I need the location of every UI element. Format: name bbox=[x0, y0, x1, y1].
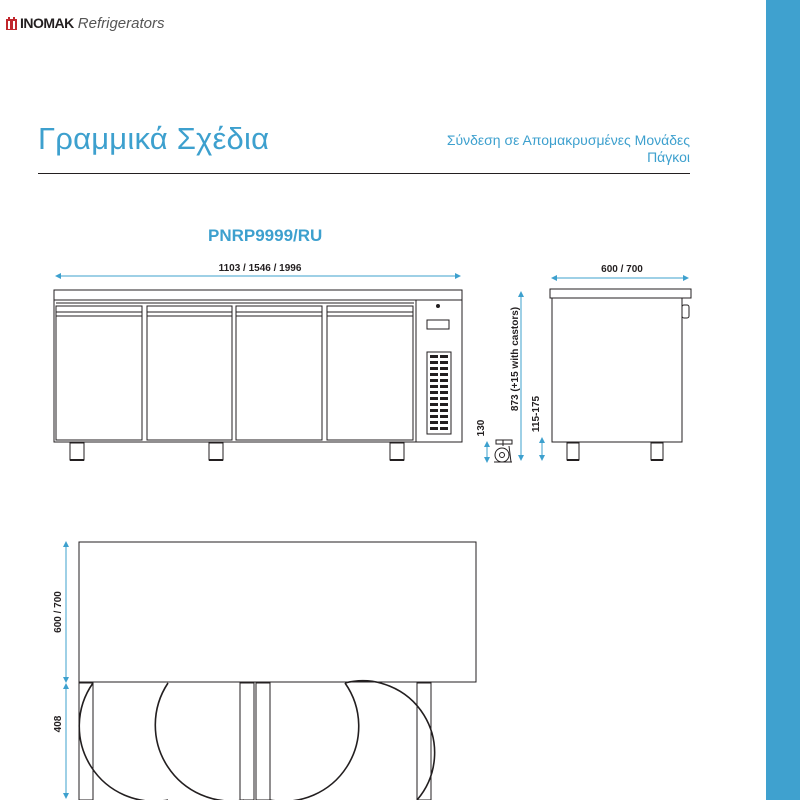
cabinet-body bbox=[54, 300, 416, 442]
leg-3 bbox=[390, 443, 404, 460]
grille-slot bbox=[430, 355, 438, 358]
model-name: PNRP9999/RU bbox=[208, 226, 323, 245]
grille-slot bbox=[440, 385, 448, 388]
ventilation-grille bbox=[430, 355, 448, 430]
grille-slot bbox=[430, 415, 438, 418]
grille-slot bbox=[430, 397, 438, 400]
side-handle bbox=[682, 305, 689, 318]
brand-tagline: Refrigerators bbox=[77, 14, 165, 32]
grille-slot bbox=[440, 361, 448, 364]
door-3-swing bbox=[270, 683, 359, 800]
plan-door-3 bbox=[256, 683, 270, 800]
grille-slot bbox=[440, 421, 448, 424]
door-swing-dimension-label: 408 bbox=[53, 715, 64, 733]
grille-slot bbox=[430, 367, 438, 370]
page-title: Γραμμικά Σχέδια bbox=[38, 121, 270, 156]
grille-slot bbox=[430, 409, 438, 412]
subtitle-line-2: Πάγκοι bbox=[647, 149, 690, 165]
grille-slot bbox=[430, 427, 438, 430]
grille-slot bbox=[440, 427, 448, 430]
grille-slot bbox=[440, 403, 448, 406]
subtitle-line-1: Σύνδεση σε Απομακρυσμένες Μονάδες bbox=[446, 132, 690, 148]
grille-slot bbox=[430, 385, 438, 388]
grille-slot bbox=[440, 373, 448, 376]
grille-slot bbox=[440, 409, 448, 412]
grille-slot bbox=[440, 391, 448, 394]
height-dimension-label: 873 (+15 with castors) bbox=[510, 306, 521, 412]
plan-outline bbox=[79, 542, 476, 682]
worktop bbox=[54, 290, 462, 300]
door-1 bbox=[56, 306, 142, 440]
grille-slot bbox=[430, 373, 438, 376]
control-panel bbox=[416, 300, 462, 442]
leg-dimension-label: 115-175 bbox=[531, 395, 542, 433]
door-4 bbox=[327, 306, 413, 440]
plan-view bbox=[79, 542, 476, 800]
width-dimension-label: 1103 / 1546 / 1996 bbox=[218, 263, 302, 274]
grille-slot bbox=[430, 379, 438, 382]
castor-detail bbox=[494, 440, 512, 462]
brand-name: INOMAK bbox=[20, 15, 74, 31]
grille-slot bbox=[440, 367, 448, 370]
grille-slot bbox=[430, 421, 438, 424]
door-4-swing bbox=[345, 681, 435, 800]
plan-depth-dimension-label: 600 / 700 bbox=[53, 591, 64, 633]
leg-2 bbox=[209, 443, 223, 460]
side-leg-1 bbox=[567, 443, 579, 460]
castor-dimension-label: 130 bbox=[476, 419, 487, 437]
front-view bbox=[54, 276, 462, 460]
door-2-swing bbox=[155, 683, 244, 800]
door-3 bbox=[236, 306, 322, 440]
grille-slot bbox=[440, 397, 448, 400]
side-worktop bbox=[550, 289, 691, 298]
grille-slot bbox=[440, 415, 448, 418]
side-body bbox=[552, 298, 682, 442]
front-doors bbox=[56, 306, 413, 440]
display-panel bbox=[427, 320, 449, 329]
grille-slot bbox=[440, 379, 448, 382]
door-2 bbox=[147, 306, 232, 440]
plan-door-2 bbox=[240, 683, 254, 800]
grille-slot bbox=[430, 391, 438, 394]
grille-slot bbox=[430, 403, 438, 406]
side-view bbox=[550, 289, 691, 460]
side-leg-2 bbox=[651, 443, 663, 460]
depth-dimension-label: 600 / 700 bbox=[601, 264, 643, 275]
grille-slot bbox=[430, 361, 438, 364]
grille-slot bbox=[440, 355, 448, 358]
leg-1 bbox=[70, 443, 84, 460]
